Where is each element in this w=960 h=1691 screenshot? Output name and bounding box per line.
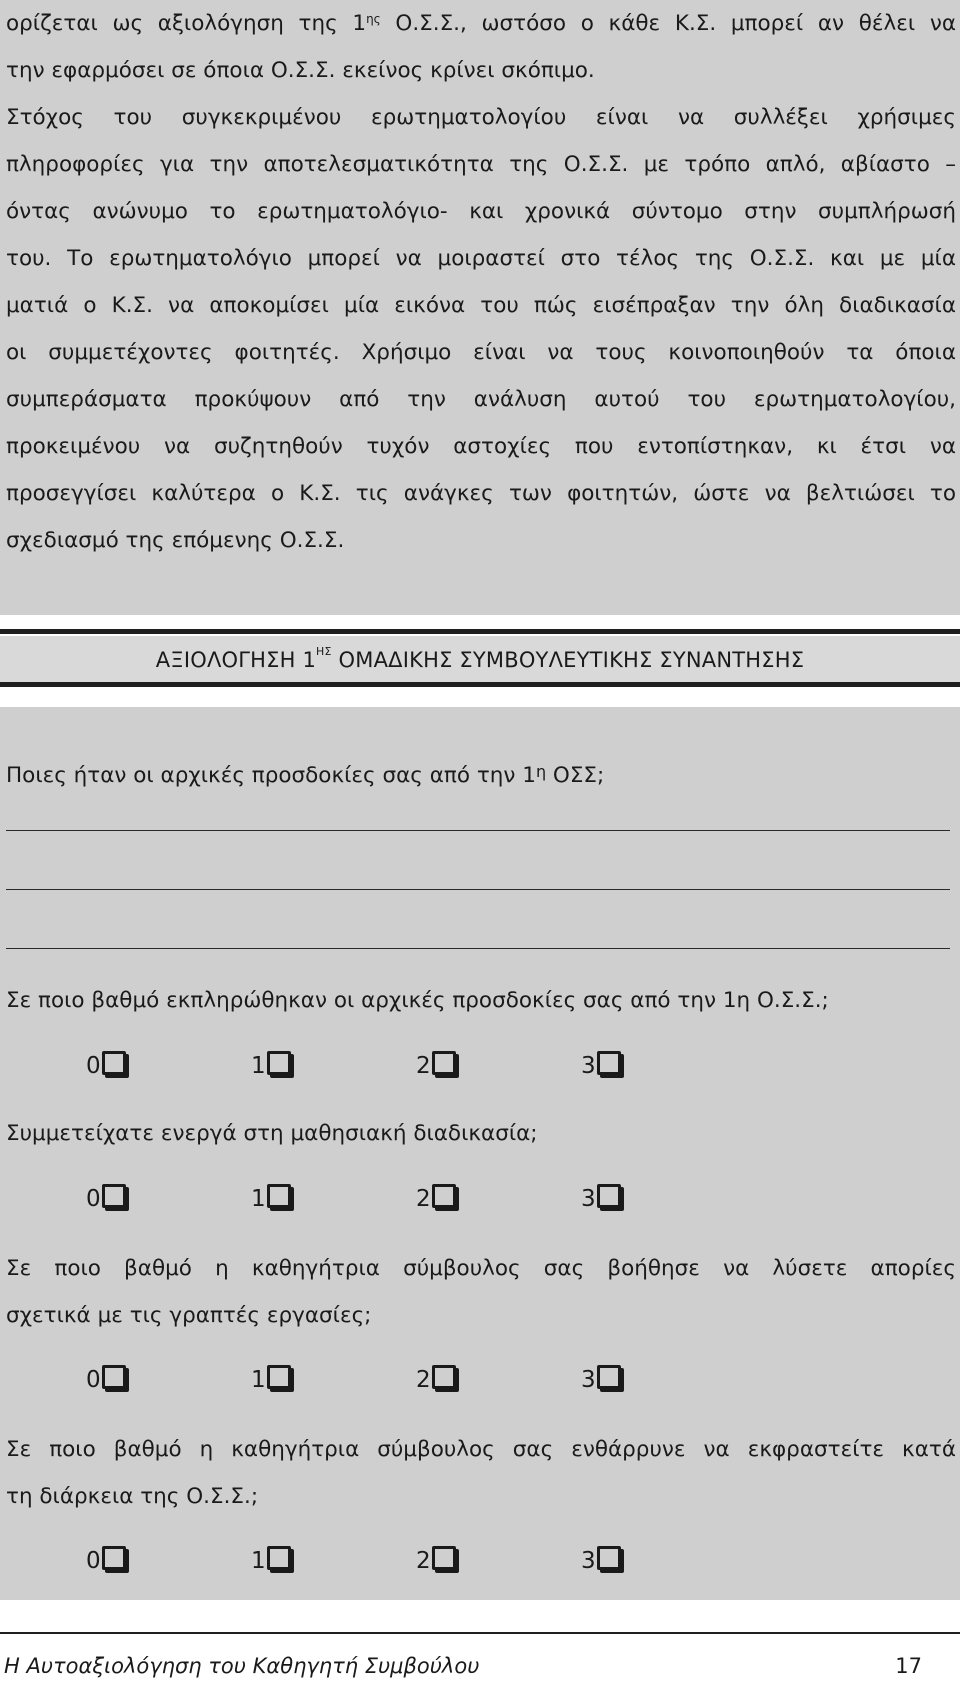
question-4 [6, 1245, 956, 1339]
page-number: 17 [895, 1654, 922, 1678]
intro-line: προσεγγίσει καλύτερα ο Κ.Σ. τις ανάγκες των φοιτητών, ώστε να βελτιώσει το [6, 481, 956, 506]
rating-option-0[interactable] [86, 1363, 126, 1397]
rating-option-1[interactable] [251, 1363, 291, 1397]
intro-line: πληροφορίες για την αποτελεσματικότητα της Ο.Σ.Σ. με τρόπο απλό, αβίαστο – [6, 152, 956, 177]
rating-label: 0 [86, 1186, 101, 1212]
checkbox-icon[interactable] [432, 1184, 456, 1208]
rating-label: 2 [416, 1548, 431, 1574]
rating-option-0[interactable] [86, 1544, 126, 1578]
section-divider [0, 682, 960, 687]
form-title: ΑΞΙΟΛΟΓΗΣΗ $1^{H\Sigma}$ ΟΜΑΔΙΚΗΣ ΣΥΜΒΟΥΛΕΥΤΙΚΗΣ ΣΥΝΑΝΤΗΣΗΣ [155, 645, 805, 672]
checkbox-icon[interactable] [267, 1184, 291, 1208]
intro-section [0, 0, 960, 615]
intro-paragraph-1 [6, 0, 956, 94]
intro-paragraph-2 [6, 94, 956, 564]
checkbox-icon[interactable] [597, 1184, 621, 1208]
checkbox-icon[interactable] [102, 1365, 126, 1389]
question-2 [6, 977, 956, 1024]
checkbox-icon[interactable] [267, 1365, 291, 1389]
checkbox-icon[interactable] [267, 1051, 291, 1075]
checkbox-icon[interactable] [267, 1546, 291, 1570]
answer-line[interactable] [6, 889, 950, 890]
question-text: Σε ποιο βαθμό η καθηγήτρια σύμβουλος σας ενθάρρυνε να εκφραστείτε κατά [6, 1437, 956, 1462]
intro-line: του. Το ερωτηματολόγιο μπορεί να μοιραστεί στο τέλος της Ο.Σ.Σ. και με μία [6, 246, 956, 271]
rating-option-3[interactable] [581, 1182, 621, 1216]
rating-label: 0 [86, 1548, 101, 1574]
checkbox-icon[interactable] [597, 1546, 621, 1570]
intro-line: ορίζεται ως αξιολόγηση της $1^{\eta\varsigma}$ Ο.Σ.Σ., ωστόσο ο κάθε Κ.Σ. μπορεί αν θέλει να [6, 11, 957, 36]
intro-line: σχεδιασμό της επόμενης Ο.Σ.Σ. [6, 528, 345, 553]
rating-option-2[interactable] [416, 1544, 456, 1578]
section-divider [0, 629, 960, 634]
question-text: τη διάρκεια της Ο.Σ.Σ.; [6, 1484, 259, 1509]
rating-label: 3 [581, 1053, 596, 1079]
rating-label: 3 [581, 1186, 596, 1212]
question-text: Σε ποιο βαθμό εκπληρώθηκαν οι αρχικές προσδοκίες σας από την 1η Ο.Σ.Σ.; [6, 988, 829, 1013]
rating-option-2[interactable] [416, 1182, 456, 1216]
checkbox-icon[interactable] [102, 1546, 126, 1570]
rating-label: 1 [251, 1548, 266, 1574]
rating-option-3[interactable] [581, 1363, 621, 1397]
rating-label: 3 [581, 1548, 596, 1574]
question-1 [6, 752, 956, 799]
answer-line[interactable] [6, 948, 950, 949]
rating-label: 2 [416, 1186, 431, 1212]
rating-label: 2 [416, 1053, 431, 1079]
rating-scale [0, 1544, 960, 1578]
footer-title: Η Αυτοαξιολόγηση του Καθηγητή Συμβούλου [4, 1654, 480, 1678]
question-5 [6, 1426, 956, 1520]
checkbox-icon[interactable] [597, 1051, 621, 1075]
intro-line: προκειμένου να συζητηθούν τυχόν αστοχίες που εντοπίστηκαν, κι έτσι να [6, 434, 956, 459]
intro-line: συμπεράσματα προκύψουν από την ανάλυση αυτού του ερωτηματολογίου, [6, 387, 956, 412]
question-text: Σε ποιο βαθμό η καθηγήτρια σύμβουλος σας βοήθησε να λύσετε απορίες [6, 1256, 956, 1281]
rating-scale [0, 1363, 960, 1397]
rating-option-0[interactable] [86, 1049, 126, 1083]
question-text: Ποιες ήταν οι αρχικές προσδοκίες σας από την $1^\eta$ ΟΣΣ; [6, 762, 605, 788]
rating-label: 0 [86, 1367, 101, 1393]
question-text: Συμμετείχατε ενεργά στη μαθησιακή διαδικασία; [6, 1121, 538, 1146]
checkbox-icon[interactable] [102, 1184, 126, 1208]
rating-label: 1 [251, 1053, 266, 1079]
rating-option-1[interactable] [251, 1544, 291, 1578]
rating-label: 0 [86, 1053, 101, 1079]
answer-line[interactable] [6, 830, 950, 831]
rating-option-2[interactable] [416, 1363, 456, 1397]
rating-option-1[interactable] [251, 1182, 291, 1216]
intro-line: ματιά ο Κ.Σ. να αποκομίσει μία εικόνα του πώς εισέπραξαν την όλη διαδικασία [6, 293, 956, 318]
rating-label: 3 [581, 1367, 596, 1393]
checkbox-icon[interactable] [432, 1051, 456, 1075]
rating-option-3[interactable] [581, 1049, 621, 1083]
rating-label: 1 [251, 1186, 266, 1212]
rating-scale [0, 1182, 960, 1216]
rating-option-0[interactable] [86, 1182, 126, 1216]
rating-option-2[interactable] [416, 1049, 456, 1083]
intro-line: όντας ανώνυμο το ερωτηματολόγιο- και χρονικά σύντομο στην συμπλήρωσή [6, 199, 956, 224]
intro-line: Στόχος του συγκεκριμένου ερωτηματολογίου είναι να συλλέξει χρήσιμες [6, 105, 956, 130]
intro-line: οι συμμετέχοντες φοιτητές. Χρήσιμο είναι να τους κοινοποιηθούν τα όποια [6, 340, 956, 365]
checkbox-icon[interactable] [597, 1365, 621, 1389]
question-3 [6, 1110, 956, 1157]
rating-scale [0, 1049, 960, 1083]
rating-label: 2 [416, 1367, 431, 1393]
rating-label: 1 [251, 1367, 266, 1393]
intro-line: την εφαρμόσει σε όποια Ο.Σ.Σ. εκείνος κρίνει σκόπιμο. [6, 58, 595, 83]
question-text: σχετικά με τις γραπτές εργασίες; [6, 1303, 372, 1328]
rating-option-1[interactable] [251, 1049, 291, 1083]
rating-option-3[interactable] [581, 1544, 621, 1578]
checkbox-icon[interactable] [432, 1365, 456, 1389]
checkbox-icon[interactable] [432, 1546, 456, 1570]
checkbox-icon[interactable] [102, 1051, 126, 1075]
